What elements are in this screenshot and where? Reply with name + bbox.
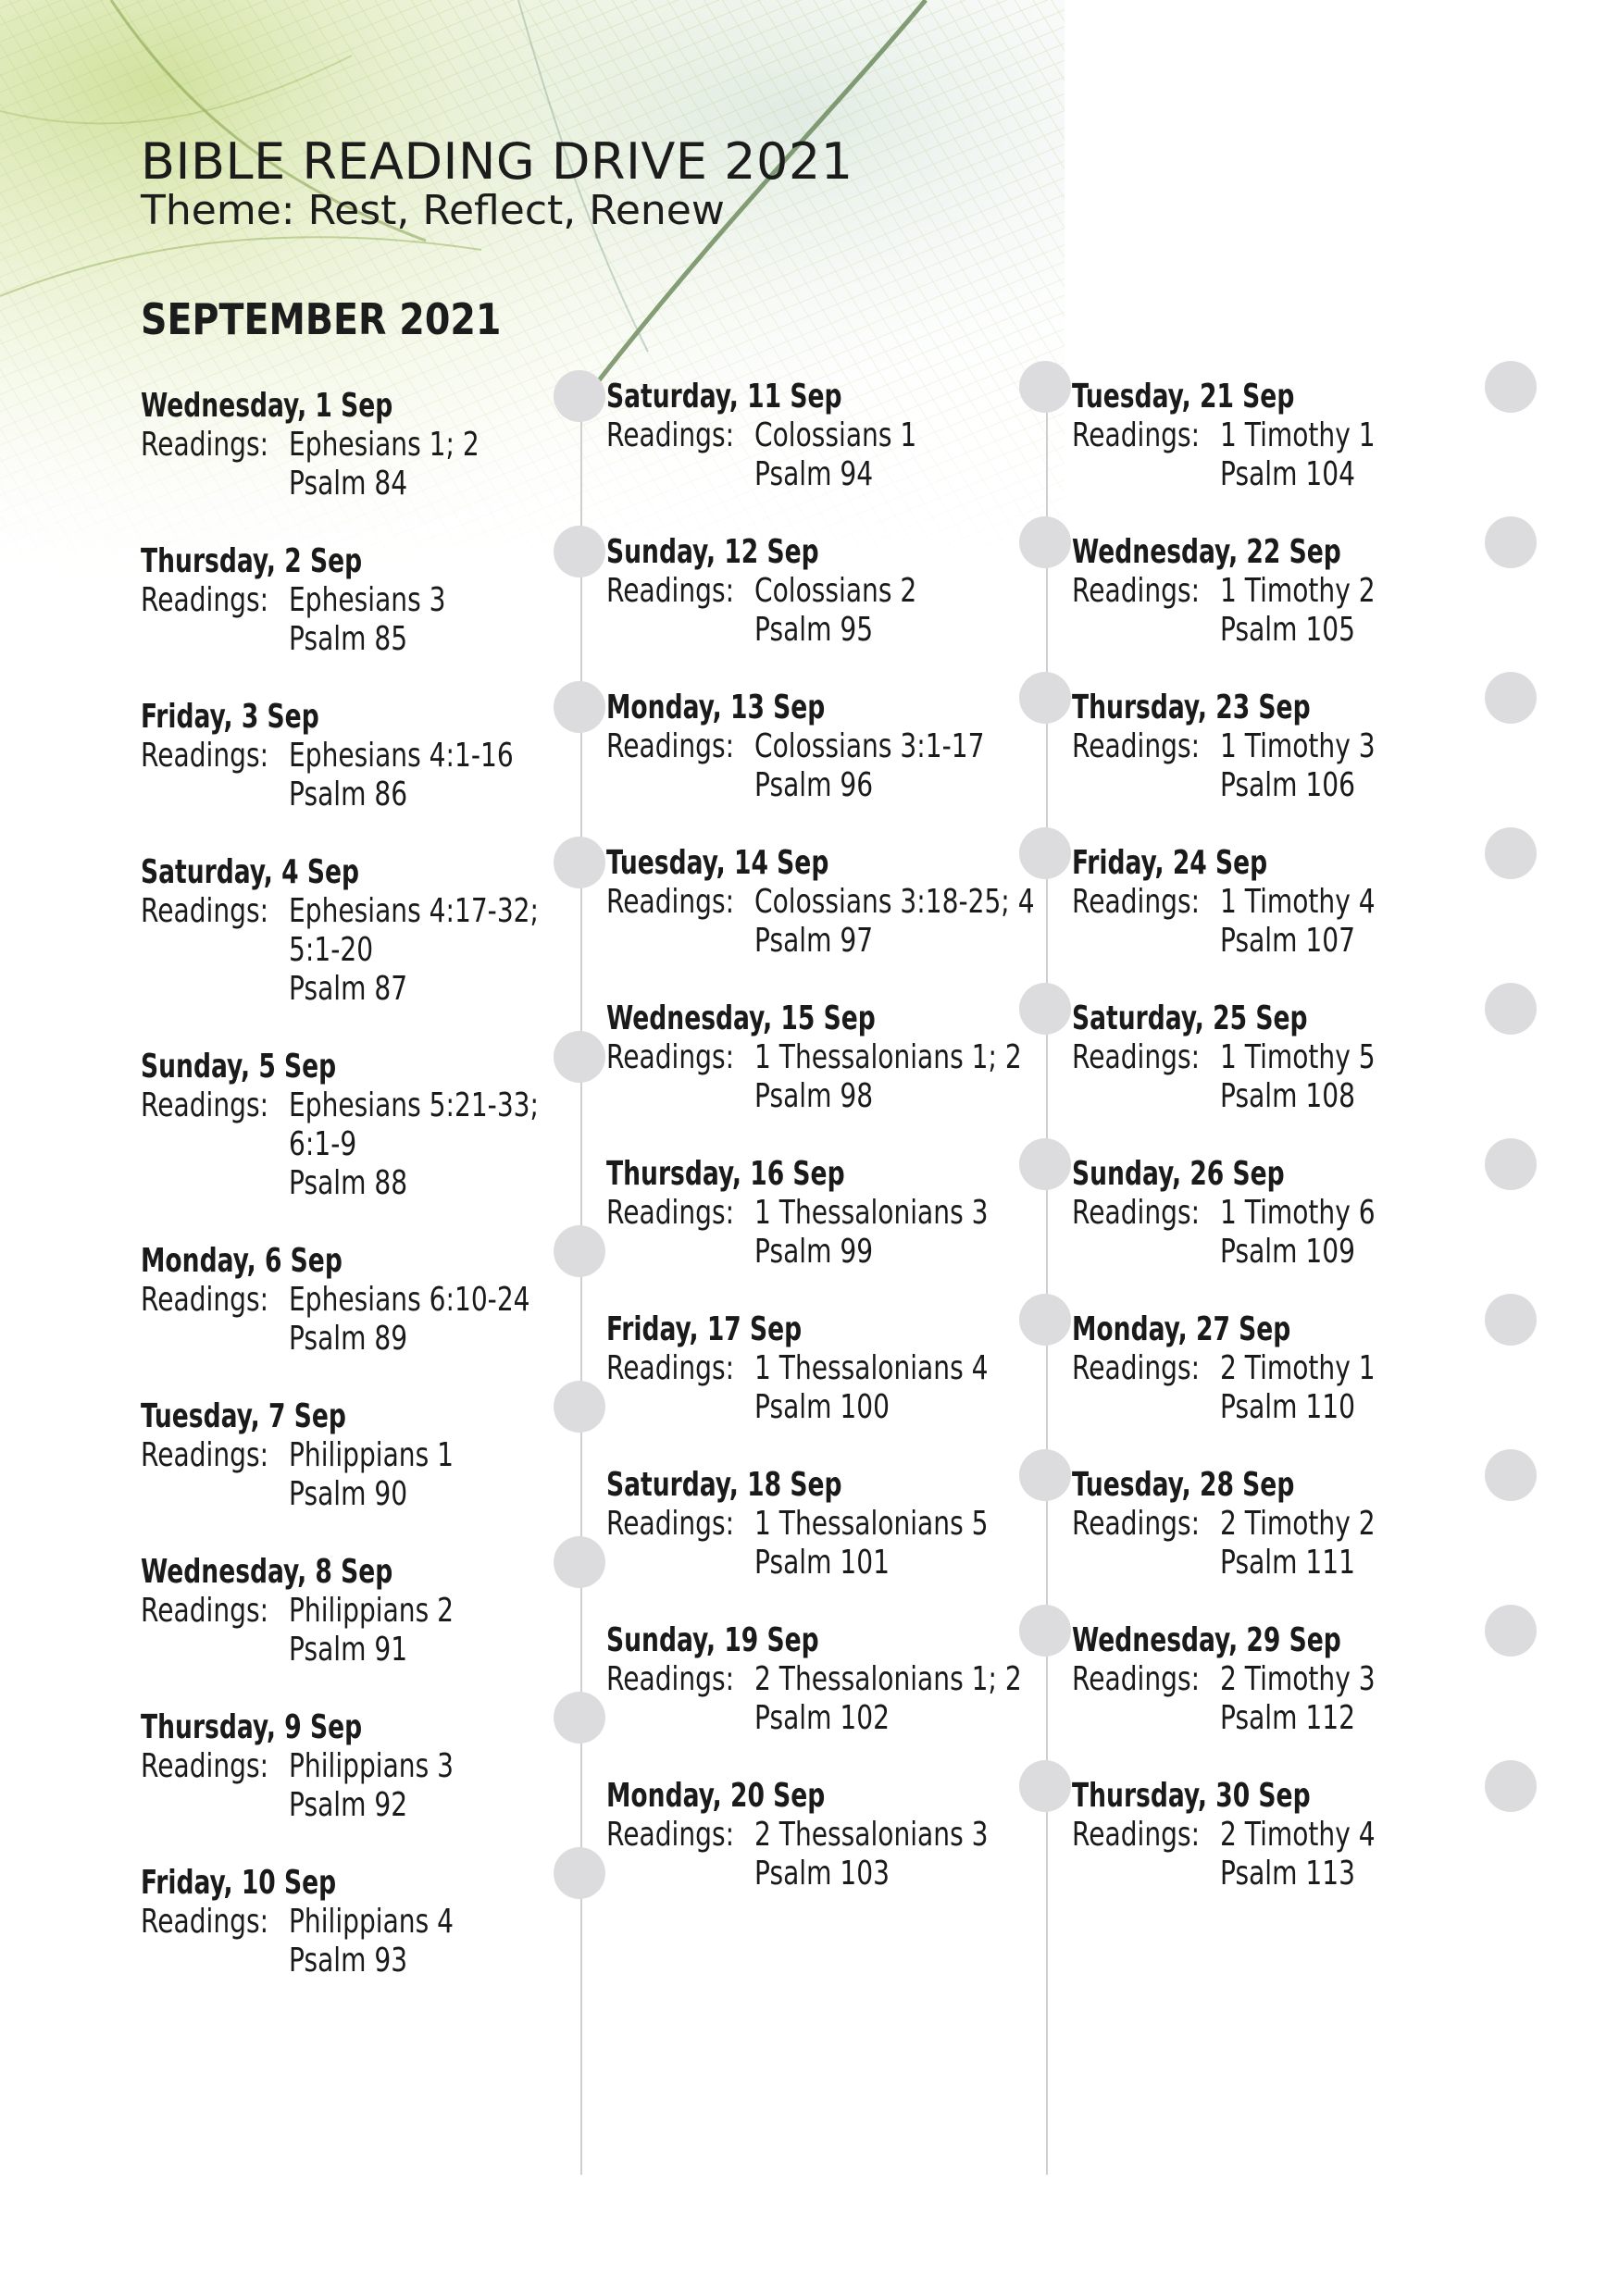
readings-label: Readings:: [1072, 1038, 1201, 1076]
scripture-reading: 1 Timothy 5: [1220, 1038, 1376, 1076]
reading-row: [1072, 1544, 1526, 1582]
scripture-reading: Ephesians 4:17-32;: [289, 892, 540, 930]
checkbox-circle[interactable]: [1019, 1449, 1071, 1501]
readings-label: Readings:: [606, 416, 735, 454]
reading-entry: [141, 1397, 594, 1514]
psalm-reading: Psalm 97: [754, 922, 874, 960]
reading-row: [141, 1747, 594, 1786]
reading-date: Tuesday, 21 Sep: [1072, 378, 1295, 416]
scripture-reading: Philippians 3: [289, 1747, 455, 1785]
reading-row: [606, 1077, 1060, 1116]
reading-row: [1072, 1388, 1526, 1427]
scripture-reading: Colossians 1: [754, 416, 917, 454]
reading-entry: [606, 999, 1060, 1116]
scripture-reading: Philippians 2: [289, 1592, 455, 1630]
reading-row: [606, 1388, 1060, 1427]
reading-date: Monday, 13 Sep: [606, 689, 826, 726]
checkbox-circle[interactable]: [1019, 827, 1071, 879]
psalm-reading: Psalm 88: [289, 1164, 408, 1202]
reading-row: [1072, 1194, 1526, 1233]
reading-row: [1072, 1699, 1526, 1738]
reading-row: [1072, 455, 1526, 494]
checkbox-circle[interactable]: [1019, 1760, 1071, 1812]
reading-row: [141, 1436, 594, 1475]
reading-row: [1072, 1233, 1526, 1272]
reading-row: [141, 1475, 594, 1514]
scripture-reading: Ephesians 3: [289, 581, 446, 619]
readings-label: Readings:: [606, 1505, 735, 1543]
reading-entry: [606, 844, 1060, 961]
reading-entry: [606, 378, 1060, 494]
reading-row: [1072, 1349, 1526, 1388]
reading-row: [1072, 416, 1526, 455]
reading-entry: [606, 1621, 1060, 1738]
psalm-reading: Psalm 102: [754, 1699, 890, 1737]
scripture-reading: 1 Timothy 3: [1220, 727, 1376, 765]
reading-row: [606, 1855, 1060, 1893]
reading-row: [141, 1592, 594, 1631]
reading-row: [1072, 611, 1526, 650]
reading-row: [606, 727, 1060, 766]
scripture-reading: 1 Thessalonians 5: [754, 1505, 989, 1543]
reading-row: [141, 1786, 594, 1825]
reading-row: [1072, 1077, 1526, 1116]
reading-row: [606, 455, 1060, 494]
scripture-reading: Colossians 3:1-17: [754, 727, 985, 765]
checkbox-circle[interactable]: [554, 837, 605, 888]
readings-label: Readings:: [606, 1038, 735, 1076]
reading-row: [1072, 572, 1526, 611]
readings-label: Readings:: [606, 883, 735, 921]
checkbox-circle[interactable]: [1485, 1294, 1537, 1346]
reading-date: Thursday, 30 Sep: [1072, 1777, 1311, 1815]
scripture-reading: Colossians 3:18-25; 4: [754, 883, 1035, 921]
checkbox-circle[interactable]: [554, 1225, 605, 1277]
reading-row: [606, 766, 1060, 805]
scripture-reading: 1 Thessalonians 3: [754, 1194, 989, 1232]
readings-label: Readings:: [141, 426, 269, 464]
reading-date: Sunday, 19 Sep: [606, 1621, 819, 1659]
reading-row: [141, 581, 594, 620]
reading-date: Tuesday, 28 Sep: [1072, 1466, 1295, 1504]
readings-label: Readings:: [1072, 416, 1201, 454]
psalm-reading: Psalm 90: [289, 1475, 408, 1513]
scripture-reading: Ephesians 5:21-33;: [289, 1086, 540, 1124]
checkbox-circle[interactable]: [1485, 1449, 1537, 1501]
psalm-reading: Psalm 104: [1220, 455, 1355, 493]
reading-row: [1072, 1038, 1526, 1077]
reading-row: [606, 1505, 1060, 1544]
reading-row: [606, 1660, 1060, 1699]
scripture-reading: 1 Thessalonians 4: [754, 1349, 989, 1387]
reading-entry: [1072, 1621, 1526, 1738]
checkbox-circle[interactable]: [1485, 672, 1537, 724]
psalm-reading: Psalm 96: [754, 766, 874, 804]
checkbox-circle[interactable]: [1485, 1760, 1537, 1812]
psalm-reading: Psalm 105: [1220, 611, 1355, 649]
reading-row: [1072, 1855, 1526, 1893]
readings-label: Readings:: [1072, 1349, 1201, 1387]
readings-label: Readings:: [141, 1086, 269, 1124]
column-divider: [1046, 387, 1048, 2175]
reading-date: Tuesday, 7 Sep: [141, 1397, 346, 1435]
readings-label: Readings:: [1072, 883, 1201, 921]
reading-date: Thursday, 2 Sep: [141, 542, 363, 580]
checkbox-circle[interactable]: [554, 1692, 605, 1744]
psalm-reading: Psalm 99: [754, 1233, 874, 1271]
reading-date: Wednesday, 22 Sep: [1072, 533, 1341, 571]
scripture-reading: 1 Timothy 6: [1220, 1194, 1376, 1232]
reading-entry: [141, 1553, 594, 1669]
reading-entry: [606, 1466, 1060, 1582]
reading-row: [141, 1125, 594, 1164]
readings-label: Readings:: [141, 1592, 269, 1630]
reading-date: Monday, 20 Sep: [606, 1777, 826, 1815]
reading-row: [1072, 883, 1526, 922]
reading-date: Wednesday, 1 Sep: [141, 387, 393, 425]
reading-row: [606, 1699, 1060, 1738]
psalm-reading: Psalm 91: [289, 1631, 408, 1669]
psalm-reading: Psalm 106: [1220, 766, 1355, 804]
reading-date: Friday, 3 Sep: [141, 698, 319, 736]
reading-row: [606, 1544, 1060, 1582]
reading-entry: [141, 1864, 594, 1980]
reading-row: [606, 416, 1060, 455]
reading-entry: [1072, 844, 1526, 961]
readings-label: Readings:: [141, 1903, 269, 1941]
readings-label: Readings:: [1072, 1816, 1201, 1854]
reading-entry: [1072, 689, 1526, 805]
reading-row: [606, 883, 1060, 922]
scripture-reading: 1 Timothy 4: [1220, 883, 1376, 921]
psalm-reading: Psalm 98: [754, 1077, 874, 1115]
page-subtitle: Theme: Rest, Reflect, Renew: [141, 187, 725, 234]
psalm-reading: Psalm 85: [289, 620, 408, 658]
psalm-reading: Psalm 89: [289, 1320, 408, 1358]
scripture-reading: 1 Timothy 1: [1220, 416, 1376, 454]
reading-date: Friday, 17 Sep: [606, 1310, 803, 1348]
scripture-reading: 2 Timothy 3: [1220, 1660, 1376, 1698]
reading-entry: [1072, 533, 1526, 650]
reading-date: Thursday, 16 Sep: [606, 1155, 845, 1193]
psalm-reading: Psalm 100: [754, 1388, 890, 1426]
readings-label: Readings:: [141, 892, 269, 930]
reading-row: [1072, 1505, 1526, 1544]
reading-entry: [141, 387, 594, 503]
reading-date: Friday, 10 Sep: [141, 1864, 337, 1902]
reading-entry: [1072, 1155, 1526, 1272]
checkbox-circle[interactable]: [1019, 361, 1071, 413]
reading-row: [141, 1942, 594, 1980]
reading-date: Sunday, 26 Sep: [1072, 1155, 1285, 1193]
reading-row: [1072, 922, 1526, 961]
reading-row: [606, 1349, 1060, 1388]
checkbox-circle[interactable]: [554, 526, 605, 577]
readings-label: Readings:: [606, 1349, 735, 1387]
psalm-reading: Psalm 94: [754, 455, 874, 493]
reading-date: Wednesday, 15 Sep: [606, 999, 876, 1037]
psalm-reading: Psalm 108: [1220, 1077, 1355, 1115]
readings-label: Readings:: [606, 727, 735, 765]
scripture-reading: Philippians 4: [289, 1903, 455, 1941]
month-heading: SEPTEMBER 2021: [141, 294, 502, 344]
reading-row: [141, 1164, 594, 1203]
checkbox-circle[interactable]: [1019, 672, 1071, 724]
reading-date: Sunday, 5 Sep: [141, 1048, 337, 1086]
reading-row: [606, 1194, 1060, 1233]
reading-entry: [141, 853, 594, 1009]
checkbox-circle[interactable]: [554, 1031, 605, 1083]
reading-row: [606, 572, 1060, 611]
scripture-reading: 5:1-20: [289, 931, 374, 969]
reading-row: [1072, 1816, 1526, 1855]
reading-row: [141, 1320, 594, 1359]
readings-label: Readings:: [141, 1281, 269, 1319]
reading-entry: [606, 1777, 1060, 1893]
scripture-reading: 2 Thessalonians 3: [754, 1816, 989, 1854]
reading-entry: [141, 1048, 594, 1203]
psalm-reading: Psalm 93: [289, 1942, 408, 1980]
reading-entry: [606, 1310, 1060, 1427]
reading-row: [141, 931, 594, 970]
checkbox-circle[interactable]: [1019, 1294, 1071, 1346]
reading-row: [606, 922, 1060, 961]
readings-label: Readings:: [141, 1436, 269, 1474]
reading-date: Saturday, 11 Sep: [606, 378, 842, 416]
scripture-reading: Ephesians 6:10-24: [289, 1281, 530, 1319]
reading-entry: [141, 542, 594, 659]
reading-entry: [1072, 999, 1526, 1116]
readings-label: Readings:: [1072, 572, 1201, 610]
psalm-reading: Psalm 84: [289, 465, 408, 503]
readings-label: Readings:: [606, 1660, 735, 1698]
scripture-reading: Philippians 1: [289, 1436, 455, 1474]
checkbox-circle[interactable]: [1019, 1138, 1071, 1190]
psalm-reading: Psalm 113: [1220, 1855, 1355, 1893]
reading-row: [1072, 1660, 1526, 1699]
reading-date: Tuesday, 14 Sep: [606, 844, 829, 882]
psalm-reading: Psalm 107: [1220, 922, 1355, 960]
checkbox-circle[interactable]: [1019, 983, 1071, 1035]
readings-label: Readings:: [141, 1747, 269, 1785]
readings-label: Readings:: [1072, 1660, 1201, 1698]
checkbox-circle[interactable]: [1485, 983, 1537, 1035]
reading-row: [606, 1816, 1060, 1855]
reading-entry: [141, 1708, 594, 1825]
scripture-reading: Ephesians 1; 2: [289, 426, 479, 464]
scripture-reading: Ephesians 4:1-16: [289, 737, 514, 775]
checkbox-circle[interactable]: [1485, 516, 1537, 568]
reading-row: [141, 1086, 594, 1125]
psalm-reading: Psalm 92: [289, 1786, 408, 1824]
reading-row: [141, 426, 594, 465]
reading-row: [141, 892, 594, 931]
scripture-reading: 2 Timothy 1: [1220, 1349, 1376, 1387]
checkbox-circle[interactable]: [1485, 1138, 1537, 1190]
reading-row: [1072, 766, 1526, 805]
reading-entry: [141, 1242, 594, 1359]
page-title: BIBLE READING DRIVE 2021: [141, 132, 853, 191]
reading-row: [141, 970, 594, 1009]
reading-row: [141, 737, 594, 776]
checkbox-circle[interactable]: [554, 1381, 605, 1433]
checkbox-circle[interactable]: [554, 370, 605, 422]
checkbox-circle[interactable]: [554, 681, 605, 733]
scripture-reading: Colossians 2: [754, 572, 917, 610]
reading-date: Wednesday, 29 Sep: [1072, 1621, 1341, 1659]
checkbox-circle[interactable]: [554, 1536, 605, 1588]
reading-row: [141, 1631, 594, 1669]
readings-label: Readings:: [1072, 727, 1201, 765]
scripture-reading: 2 Timothy 2: [1220, 1505, 1376, 1543]
reading-row: [1072, 727, 1526, 766]
readings-label: Readings:: [606, 572, 735, 610]
reading-date: Thursday, 9 Sep: [141, 1708, 363, 1746]
reading-row: [141, 1903, 594, 1942]
reading-date: Friday, 24 Sep: [1072, 844, 1268, 882]
readings-label: Readings:: [1072, 1194, 1201, 1232]
checkbox-circle[interactable]: [554, 1847, 605, 1899]
reading-row: [606, 1233, 1060, 1272]
readings-label: Readings:: [606, 1194, 735, 1232]
reading-row: [141, 776, 594, 814]
reading-entry: [141, 698, 594, 814]
checkbox-circle[interactable]: [1485, 827, 1537, 879]
reading-date: Thursday, 23 Sep: [1072, 689, 1311, 726]
reading-row: [141, 465, 594, 503]
scripture-reading: 1 Timothy 2: [1220, 572, 1376, 610]
checkbox-circle[interactable]: [1019, 1605, 1071, 1657]
scripture-reading: 2 Thessalonians 1; 2: [754, 1660, 1022, 1698]
psalm-reading: Psalm 87: [289, 970, 408, 1008]
scripture-reading: 6:1-9: [289, 1125, 357, 1163]
reading-entry: [606, 689, 1060, 805]
psalm-reading: Psalm 111: [1220, 1544, 1355, 1582]
psalm-reading: Psalm 112: [1220, 1699, 1355, 1737]
checkbox-circle[interactable]: [1485, 361, 1537, 413]
psalm-reading: Psalm 95: [754, 611, 874, 649]
reading-date: Saturday, 25 Sep: [1072, 999, 1308, 1037]
reading-entry: [1072, 1466, 1526, 1582]
psalm-reading: Psalm 110: [1220, 1388, 1355, 1426]
readings-label: Readings:: [141, 581, 269, 619]
scripture-reading: 2 Timothy 4: [1220, 1816, 1376, 1854]
reading-entry: [1072, 378, 1526, 494]
psalm-reading: Psalm 86: [289, 776, 408, 813]
reading-entry: [606, 533, 1060, 650]
checkbox-circle[interactable]: [1019, 516, 1071, 568]
psalm-reading: Psalm 109: [1220, 1233, 1355, 1271]
reading-entry: [1072, 1777, 1526, 1893]
reading-date: Monday, 27 Sep: [1072, 1310, 1291, 1348]
reading-row: [606, 611, 1060, 650]
psalm-reading: Psalm 101: [754, 1544, 890, 1582]
reading-entry: [606, 1155, 1060, 1272]
reading-date: Saturday, 4 Sep: [141, 853, 360, 891]
reading-row: [141, 1281, 594, 1320]
scripture-reading: 1 Thessalonians 1; 2: [754, 1038, 1022, 1076]
readings-label: Readings:: [606, 1816, 735, 1854]
reading-entry: [1072, 1310, 1526, 1427]
reading-date: Monday, 6 Sep: [141, 1242, 342, 1280]
reading-date: Saturday, 18 Sep: [606, 1466, 842, 1504]
reading-row: [606, 1038, 1060, 1077]
checkbox-circle[interactable]: [1485, 1605, 1537, 1657]
reading-date: Wednesday, 8 Sep: [141, 1553, 393, 1591]
readings-label: Readings:: [1072, 1505, 1201, 1543]
readings-label: Readings:: [141, 737, 269, 775]
reading-date: Sunday, 12 Sep: [606, 533, 819, 571]
reading-row: [141, 620, 594, 659]
psalm-reading: Psalm 103: [754, 1855, 890, 1893]
